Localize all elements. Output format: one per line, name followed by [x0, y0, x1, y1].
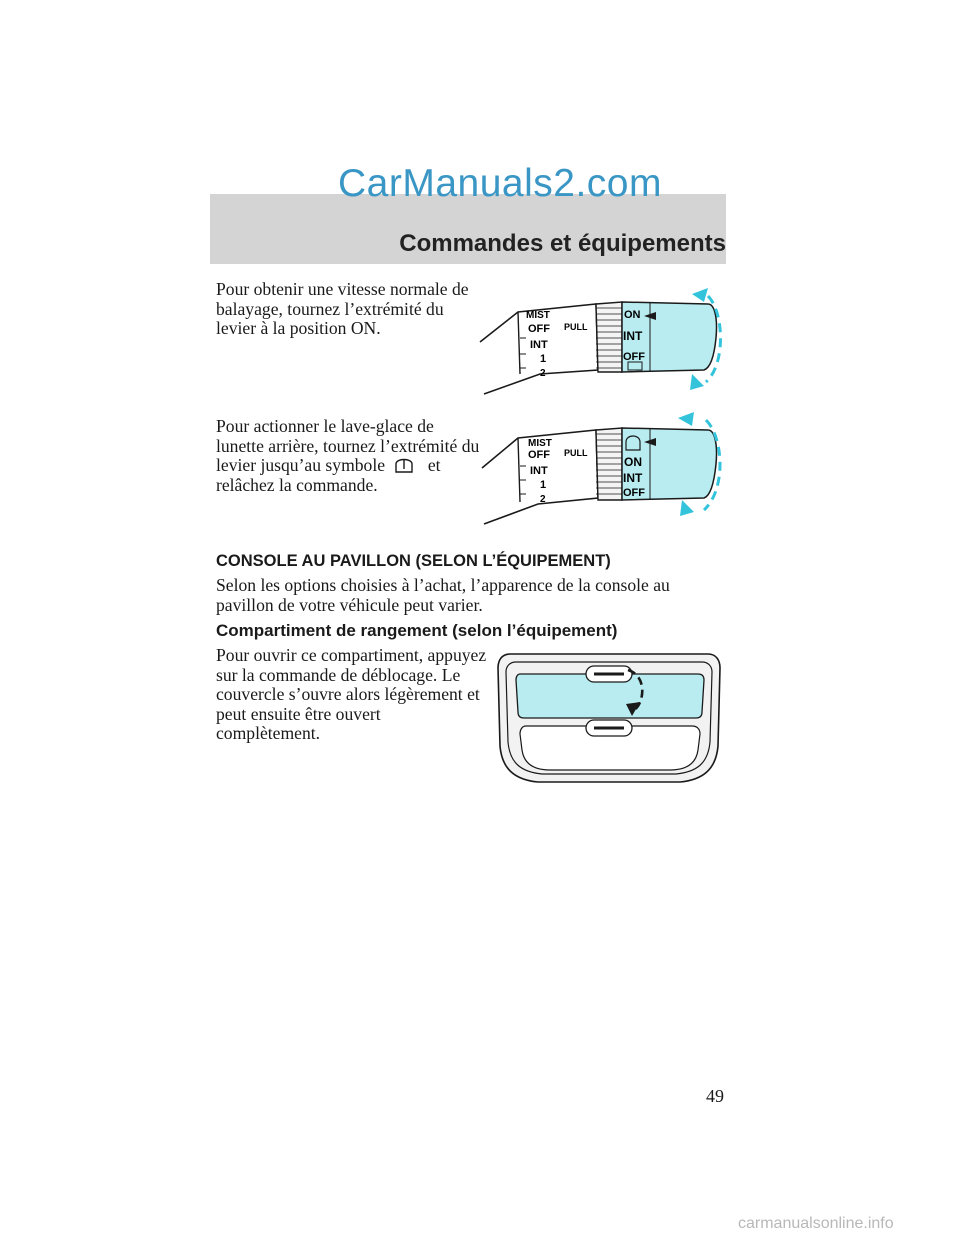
wiper-lever-illustration-washer [478, 410, 726, 528]
console-heading: CONSOLE AU PAVILLON (SELON L’ÉQUIPEMENT) [216, 552, 611, 570]
lever-label-pull: PULL [564, 322, 588, 332]
lever-label-2: 2 [540, 368, 546, 379]
watermark-bottom: carmanualsonline.info [738, 1215, 894, 1232]
lever2-label-off-tip: OFF [623, 487, 645, 499]
lever2-label-on: ON [624, 455, 642, 469]
lever2-label-int-tip: INT [623, 471, 643, 485]
rear-washer-text-after: et relâchez la commande. [216, 455, 441, 495]
section-title: Commandes et équipements [399, 230, 726, 257]
lever-label-off-tip: OFF [623, 351, 645, 363]
lever-label-int: INT [530, 339, 548, 351]
storage-heading: Compartiment de rangement (selon l’équipement) [216, 621, 618, 640]
lever2-label-1: 1 [540, 479, 547, 491]
lever-label-1: 1 [540, 353, 547, 365]
lever2-label-2: 2 [540, 494, 546, 505]
lever-label-off: OFF [528, 323, 550, 335]
rear-washer-text-before: Pour actionner le lave-glace de lunette arrière, tournez l’extrémité du levier jusqu’au symbole [216, 416, 480, 475]
lever2-label-int: INT [530, 465, 548, 477]
lever2-label-mist: MIST [528, 438, 552, 449]
lever-label-int-tip: INT [623, 329, 643, 343]
page-number: 49 [706, 1086, 724, 1106]
storage-text: Pour ouvrir ce compartiment, appuyez sur la commande de déblocage. Le couvercle s’ouvre alors légèrement et peut ensuite être ouvert complètement. [216, 645, 487, 743]
lever-label-mist: MIST [526, 310, 550, 321]
watermark-top: CarManuals2.com [338, 162, 662, 205]
overhead-console-illustration [494, 646, 724, 788]
rear-window-washer-icon [393, 456, 415, 474]
wiper-normal-text: Pour obtenir une vitesse normale de balayage, tournez l’extrémité du levier à la position ON. [216, 279, 469, 338]
rear-washer-text [216, 417, 484, 495]
lever-label-on: ON [624, 309, 641, 321]
console-text: Selon les options choisies à l’achat, l’apparence de la console au pavillon de votre véhicule peut varier. [216, 575, 670, 615]
lever2-label-off: OFF [528, 449, 550, 461]
wiper-lever-illustration-on [478, 282, 726, 398]
lever2-label-pull: PULL [564, 448, 588, 458]
